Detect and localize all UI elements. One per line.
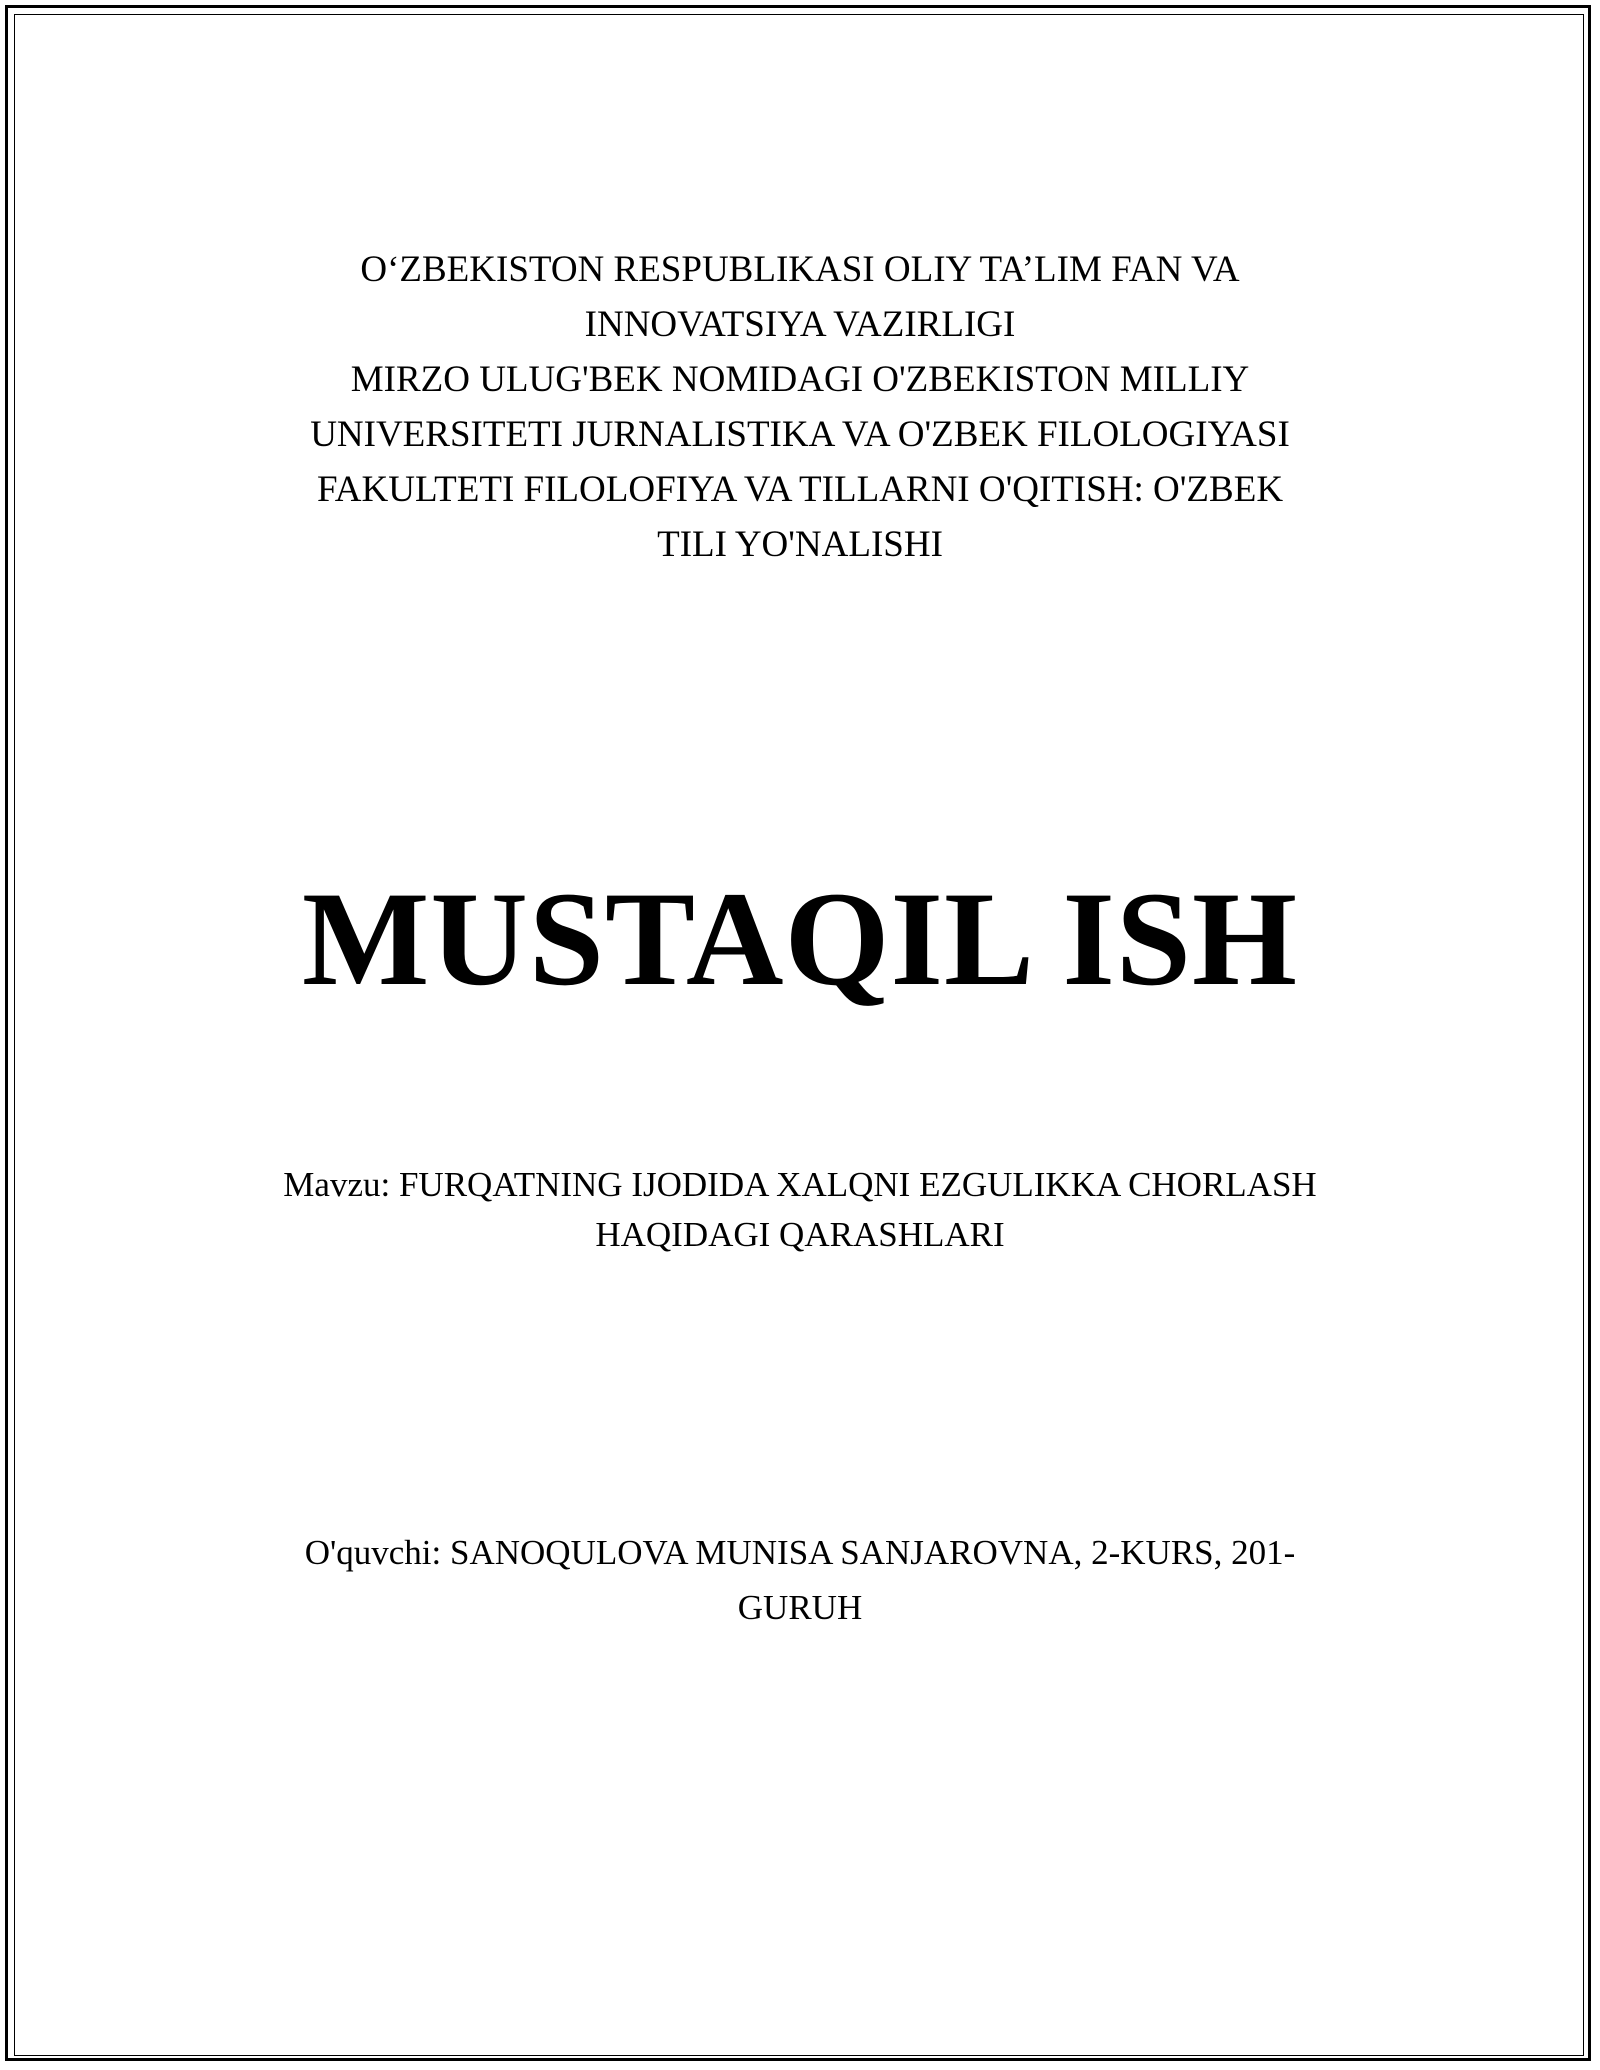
header-line: UNIVERSITETI JURNALISTIKA VA O'ZBEK FILOLOGIYASI <box>310 414 1290 455</box>
topic-block <box>180 1160 1420 1260</box>
student-line: O'quvchi: SANOQULOVA MUNISA SANJAROVNA, 2-KURS, 201- <box>304 1533 1296 1572</box>
student-line: GURUH <box>737 1588 863 1627</box>
header-line: TILI YO'NALISHI <box>657 524 943 565</box>
header-line: INNOVATSIYA VAZIRLIGI <box>584 304 1016 345</box>
header-line: FAKULTETI FILOLOFIYA VA TILLARNI O'QITISH: O'ZBEK <box>316 469 1284 510</box>
student-block <box>180 1525 1420 1635</box>
topic-line: Mavzu: FURQATNING IJODIDA XALQNI EZGULIKKA CHORLASH <box>283 1165 1317 1204</box>
header-line: O‘ZBEKISTON RESPUBLIKASI OLIY TA’LIM FAN VA <box>360 249 1240 290</box>
document-title: MUSTAQIL ISH <box>301 865 1299 1014</box>
header-line: MIRZO ULUG'BEK NOMIDAGI O'ZBEKISTON MILLIY <box>350 359 1250 400</box>
topic-line: HAQIDAGI QARASHLARI <box>595 1215 1005 1254</box>
institution-header <box>180 242 1420 572</box>
